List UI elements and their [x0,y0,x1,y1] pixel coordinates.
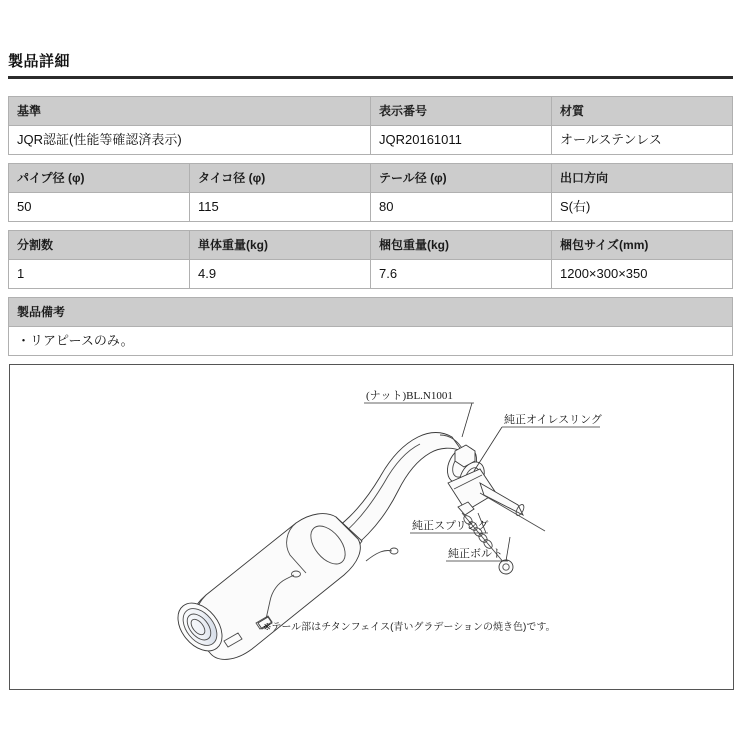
label-nut-leader [462,403,472,437]
label-oiles-ring-leader [474,427,502,471]
column-header: 梱包重量(kg) [371,231,552,260]
column-header: 梱包サイズ(mm) [552,231,733,260]
table-row [9,327,733,356]
column-header: 表示番号 [371,97,552,126]
label-bolt: 純正ボルト [448,548,503,560]
table-header-row [9,298,733,327]
table-cell: ・リアピースのみ。 [9,327,733,356]
table-header-row [9,97,733,126]
table-header-row [9,164,733,193]
standard-table [8,96,733,155]
remarks-table [8,297,733,356]
title-underline [8,76,733,79]
table-row [9,260,733,289]
table-header-row [9,231,733,260]
column-header: 製品備考 [9,298,733,327]
table-row [9,193,733,222]
column-header: 分割数 [9,231,190,260]
column-header: 出口方向 [552,164,733,193]
column-header: 基準 [9,97,371,126]
label-spring: 純正スプリング [412,520,489,532]
section-heading [8,52,733,79]
table-cell: 4.9 [190,260,371,289]
column-header: 単体重量(kg) [190,231,371,260]
table-cell: オールステンレス [552,126,733,155]
column-header: 材質 [552,97,733,126]
table-cell: 1 [9,260,190,289]
column-header: タイコ径 (φ) [190,164,371,193]
table-cell: 115 [190,193,371,222]
diagram-caption: ※テール部はチタンフェイス(青いグラデーションの焼き色)です。 [263,622,556,633]
column-header: テール径 (φ) [371,164,552,193]
label-bolt-leader [506,537,510,561]
weights-table [8,230,733,289]
table-cell: 50 [9,193,190,222]
diagram-drawing [10,365,733,689]
table-cell: S(右) [552,193,733,222]
label-oiles-ring: 純正オイレスリング [504,414,602,426]
page-title: 製品詳細 [8,53,71,70]
exhaust-muffler-diagram [9,364,734,690]
label-nut: (ナット)BL.N1001 [366,390,453,402]
table-cell: 80 [371,193,552,222]
table-row [9,126,733,155]
table-cell: JQR認証(性能等確認済表示) [9,126,371,155]
table-cell: 1200×300×350 [552,260,733,289]
table-cell: JQR20161011 [371,126,552,155]
column-header: パイプ径 (φ) [9,164,190,193]
table-cell: 7.6 [371,260,552,289]
dimensions-table [8,163,733,222]
